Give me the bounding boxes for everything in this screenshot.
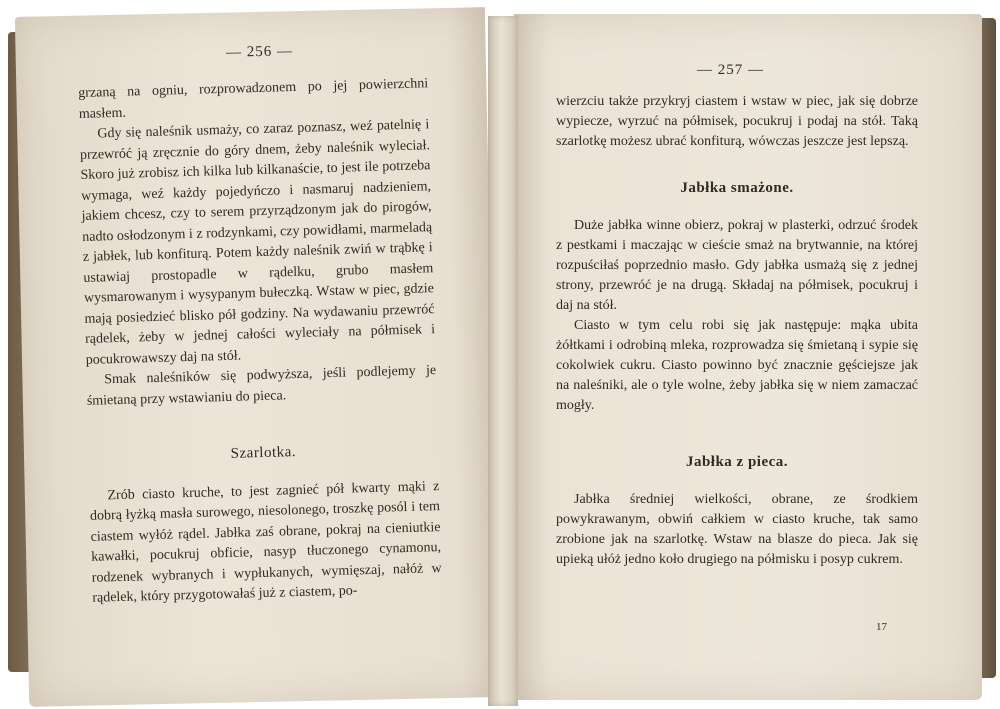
right-section1-paragraph-1: Duże jabłka winne obierz, pokraj w plasterki, odrzuć środek z pestkami i maczając w cieście smaż na brytwannie, na której rozpuściłaś poprzednio masło. Gdy jabłka usmażą się z jednej strony, przewróć je na drugą. Składaj na półmisek, pocukruj i daj na stół. (556, 218, 918, 313)
left-paragraph-2: Gdy się naleśnik usmaży, co zaraz poznasz, weź patelnię i przewróć ją zręcznie do góry dnem, żeby naleśnik wyleciał. Skoro już zrobisz ich kilka lub kilkanaście, to jest ile potrzeba wymaga, weź każdy pojedyńczo i nasmaruj nadzieniem, jakiem chcesz, czy to serem przyrządzonym jak do pirogów, nadto osłodzonym i z rodzynkami, czy powidłami, marmeladą z jabłek, lub konfiturą. Potem każdy naleśnik zwiń w trąbkę i ustawiaj prostopadle w rądelku, grubo masłem wysmarowanym i wysypanym bułeczką. Wstaw w piec, gdzie mają posiedzieć blisko pół godziny. Na wydawaniu przewróć rądelek, żeby w jednej całości wyleciały na półmisek i pocukrowawszy daj na stół. (79, 117, 436, 368)
section-heading-jablka-smazone: Jabłka smażone. (680, 180, 794, 196)
right-section1-paragraph-2: Ciasto w tym celu robi się jak następuje: mąka ubita żółtkami i odrobiną mleka, rozprowadza się śmietaną i sypie się cokolwiek cukru. Ciasto powinno być znacznie gęściejsze jak na naleśniki, ale o tyle wolne, żeby jabłka się w niem zamaczać mogły. (556, 318, 918, 413)
section-heading-jablka-z-pieca: Jabłka z pieca. (685, 454, 789, 470)
left-page-text (78, 74, 443, 609)
right-section2-paragraph-1: Jabłka średniej wielkości, obrane, ze środkiem powykrawanym, obwiń całkiem w ciasto kruche, tak samo zrobione jak na szarlotkę. Wstaw na blasze do pieca. Jak się upieką ułóż jedno koło drugiego na półmisku i posyp cukrem. (556, 492, 918, 567)
left-paragraph-1: grzaną na ogniu, rozprowadzonem po jej powierzchni masłem. (78, 76, 429, 122)
right-page-text (556, 92, 918, 570)
printer-signature-mark: 17 (876, 621, 887, 633)
section-heading-szarlotka: Szarlotka. (230, 444, 297, 462)
left-section-paragraph-1: Zrób ciasto kruche, to jest zagnieć pół kwarty mąki z dobrą łyżką masła surowego, niesolonego, troszkę posól i tem ciastem wyłóż rądel. Jabłka zaś obrane, pokraj na cieniutkie kawałki, pocukruj obficie, nasyp tłuczonego cynamonu, rodzenek wybranych i wypłukanych, wymięszaj, nałóż w rądelek, który przygotowałaś już z ciastem, po- (89, 478, 442, 606)
right-intro-paragraph: wierzciu także przykryj ciastem i wstaw w piec, jak się dobrze wypiecze, wyrzuć na półmisek, pocukruj i podaj na stół. Taką szarlotkę możesz ubrać konfiturą, wówczas jeszcze jest lepszą. (556, 94, 918, 149)
right-page-number: — 257 — (697, 62, 764, 78)
book-gutter (488, 16, 518, 706)
left-page-number: — 256 — (225, 43, 294, 61)
left-paragraph-3: Smak naleśników się podwyższa, jeśli podlejemy je śmietaną przy wstawianiu do pieca. (86, 363, 437, 409)
